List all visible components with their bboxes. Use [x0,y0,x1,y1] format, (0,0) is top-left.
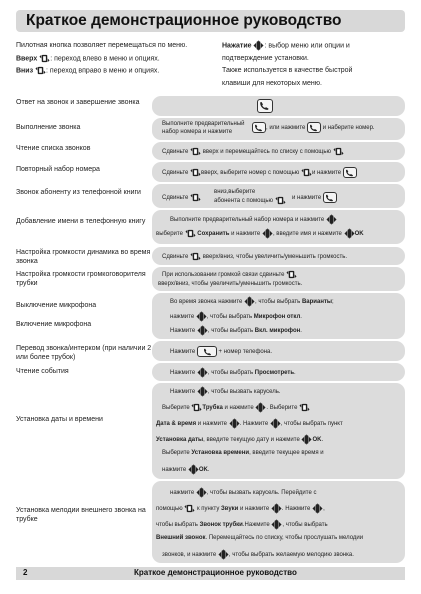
instruction-call-list: Сдвиньте вверх и перемещайтесь по списку с помощью [152,142,405,160]
navigation-push-icon [262,228,273,239]
intro-line-1: Пилотная кнопка позволяет перемещаться по меню. [16,42,188,49]
row-label-answer: Ответ на звонок и завершение звонка [16,99,140,106]
instruction-intercom: Нажмите + номер телефона. [152,341,405,361]
instruction-answer [152,96,405,116]
navigation-push-icon [271,519,282,530]
footer-title: Краткое демонстрационное руководство [134,568,297,577]
navigation-updown-icon [39,53,50,64]
intercom-key-icon [197,346,217,357]
row-label-event: Чтение события [16,368,69,375]
row-label-make-call: Выполнение звонка [16,124,81,131]
row-label-transfer: Перевод звонка/интерком (при наличии 2 или более трубок) [16,345,152,361]
talk-key-icon [307,122,321,133]
intro-line-2: Вверх : переход влево в меню и опциях. [16,53,216,66]
talk-key-icon [252,122,266,133]
navigation-updown-icon [299,402,310,413]
row-label-phonebook-call: Звонок абоненту из телефонной книги [16,189,141,196]
navigation-updown-icon [333,146,344,157]
instruction-speaker-volume: Сдвиньте вверх/вниз, чтобы увеличить/уменьшить громкость. [152,247,405,265]
intro-line-r3: Также используется в качестве быстрой [222,67,353,75]
instruction-mute: Во время звонка нажмите , чтобы выбрать Варианты; нажмите , чтобы выбрать Микрофон откл. Нажмите , чтобы выбрать Вкл. микрофон. [152,293,405,339]
row-label-ringtone: Установка мелодии внешнего звонка на трубке [16,507,146,523]
navigation-push-icon [244,296,255,307]
talk-key-icon [343,167,357,178]
row-label-phonebook-add: Добавление имени в телефонную книгу [16,218,146,225]
navigation-updown-icon [286,269,297,280]
navigation-updown-icon [275,195,286,206]
row-label-handsfree-volume: Настройка громкости громкоговорителя трубки [16,271,146,287]
instruction-handsfree-volume: При использовании громкой связи сдвиньте вверх/вниз, чтобы увеличить/уменьшить громкость. [152,267,405,291]
instruction-redial: Сдвиньте вверх, выберите номер с помощью и нажмите [152,162,405,182]
instruction-make-call: Выполните предварительный набор номера и нажмите , или нажмите и наберите номер. [152,118,405,140]
navigation-push-icon [229,418,240,429]
navigation-push-icon [196,487,207,498]
navigation-push-icon [271,503,282,514]
intro-line-3: Вниз : переход вправо в меню и опциях. [16,65,216,78]
navigation-push-icon [344,228,355,239]
row-label-redial: Повторный набор номера [16,166,100,173]
page-footer [16,567,405,580]
intro-line-r2: подтверждение установки. [222,54,309,62]
navigation-push-icon [270,418,281,429]
navigation-updown-icon [190,192,201,203]
talk-key-icon [257,99,273,113]
navigation-push-icon [197,325,208,336]
title-bar [16,10,405,32]
navigation-push-icon [196,311,207,322]
navigation-updown-icon [190,146,201,157]
navigation-push-icon [197,386,208,397]
intro-line-r1: Нажатие : выбор меню или опции и [222,40,412,53]
navigation-push-icon [312,503,323,514]
row-label-date-time: Установка даты и времени [16,416,103,423]
instruction-date-time: Нажмите , чтобы вызвать карусель. Выберите Трубка и нажмите . Выберите Дата & время и нажмите . Нажмите , чтобы выбрать пункт Установка даты, введите текущую дату и нажмите OK. Выберите Установка времени, введите текущее время и нажмите OK. [152,383,405,479]
instruction-event: Нажмите , чтобы выбрать Просмотреть. [152,363,405,381]
row-label-call-list: Чтение списка звонков [16,145,91,152]
navigation-push-icon [255,402,266,413]
navigation-updown-icon [191,402,202,413]
intro-line-r4: клавиши для некоторых меню. [222,79,322,87]
page-number: 2 [23,568,28,577]
intro-left [16,40,216,78]
navigation-push-icon [188,464,199,475]
navigation-updown-icon [35,65,46,76]
talk-key-icon [323,192,337,203]
navigation-push-icon [197,367,208,378]
navigation-push-icon [218,549,229,560]
page-title: Краткое демонстрационное руководство [26,12,342,29]
row-label-unmute: Включение микрофона [16,321,92,328]
navigation-push-icon [301,434,312,445]
navigation-updown-icon [184,503,195,514]
navigation-updown-icon [185,228,196,239]
navigation-updown-icon [190,167,201,178]
navigation-updown-icon [190,251,201,262]
instruction-ringtone: нажмите , чтобы вызвать карусель. Перейдите с помощью к пункту Звуки и нажмите . Нажмите , чтобы выбрать Звонок трубки.Нажмите , чтобы выбрать Внешний звонок. Перемещайтесь по списку, чтобы прослушать мелодии звонков, и нажмите , чтобы выбрать желаемую мелодию звонка. [152,481,405,563]
navigation-push-icon [253,40,264,51]
row-label-speaker-volume: Настройка громкости динамика во время звонка [16,249,151,265]
instruction-phonebook-call: Сдвиньте вниз,выберите абонента с помощью и нажмите [152,184,405,208]
navigation-updown-icon [301,167,312,178]
row-label-mute: Выключение микрофона [16,302,97,309]
intro-right [222,40,412,90]
navigation-push-icon [326,214,337,225]
instruction-phonebook-add: Выполните предварительный набор номера и нажмите выберите Сохранить и нажмите , введите имя и нажмите OK [152,210,405,244]
